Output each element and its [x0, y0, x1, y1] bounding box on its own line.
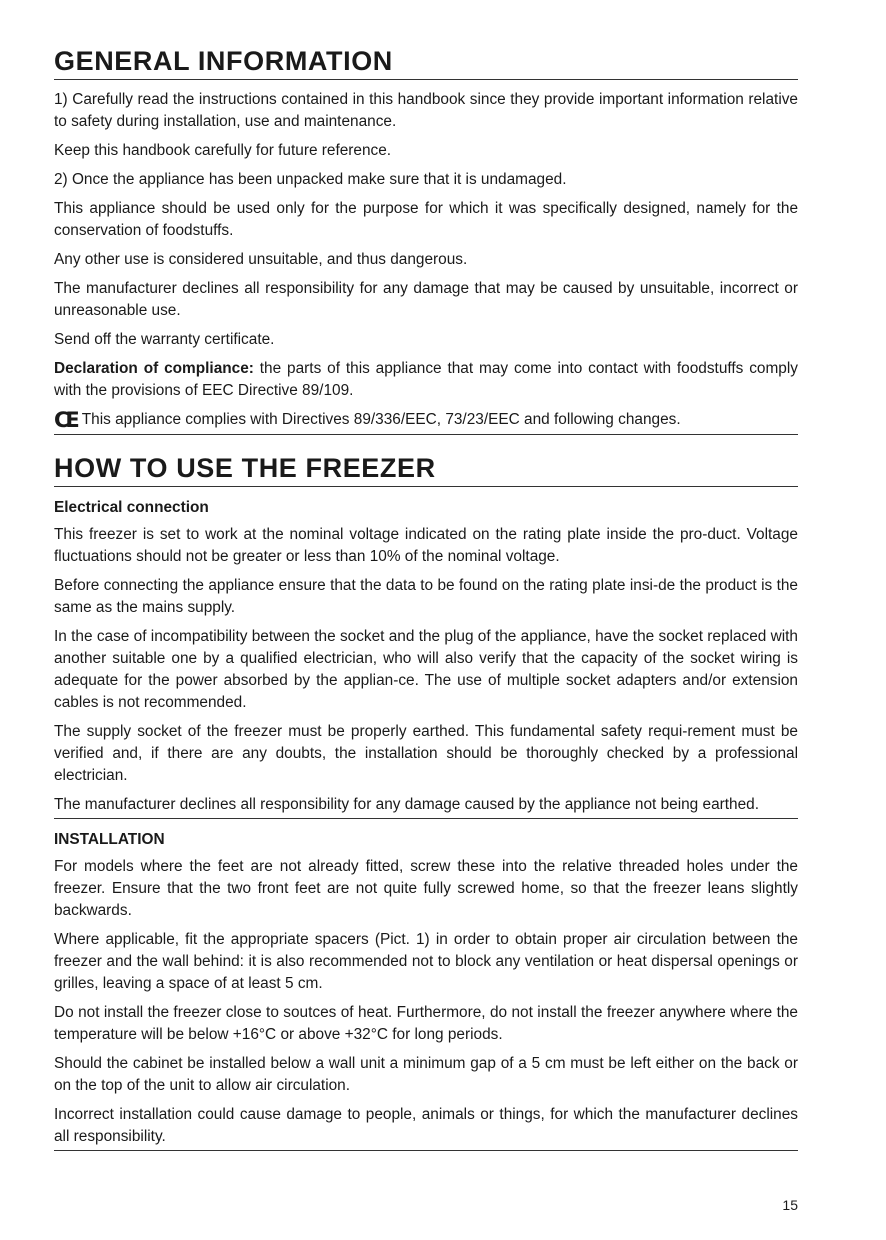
installation-heading: INSTALLATION [54, 831, 165, 848]
paragraph-incorrect-installation: Incorrect installation could cause damage to people, animals or things, for which the manufacturer declines all responsibility. [54, 1104, 798, 1151]
paragraph-heat-sources: Do not install the freezer close to soutces of heat. Furthermore, do not install the freezer anywhere where the temperature will be below +16°C or above +32°C for long periods. [54, 1004, 798, 1043]
paragraph-spacers: Where applicable, fit the appropriate spacers (Pict. 1) in order to obtain proper air circulation between the freezer and the wall behind: it is also recommended not to block any ventilation or heat dispersal openings or grilles, leaving a space of at least 5 cm. [54, 931, 798, 992]
declaration-label: Declaration of compliance: [54, 360, 254, 377]
paragraph-declaration [54, 358, 798, 402]
paragraph-check-undamaged: 2) Once the appliance has been unpacked make sure that it is undamaged. [54, 171, 567, 188]
how-to-use-heading: HOW TO USE THE FREEZER [54, 451, 798, 487]
paragraph-feet: For models where the feet are not already fitted, screw these into the relative threaded holes under the freezer. Ensure that the two front feet are not quite fully screwed home, so that the freezer leans slightly backwards. [54, 858, 798, 919]
paragraph-nominal-voltage: This freezer is set to work at the nominal voltage indicated on the rating plate inside the pro-duct. Voltage fluctuations should not be greater or less than 10% of the nominal voltage. [54, 526, 798, 565]
paragraph-read-instructions: 1) Carefully read the instructions contained in this handbook since they provide important information relative to safety during installation, use and maintenance. [54, 91, 798, 130]
ce-compliance-line [54, 409, 798, 435]
paragraph-earthing-responsibility: The manufacturer declines all responsibility for any damage caused by the appliance not being earthed. [54, 794, 798, 819]
paragraph-earthing: The supply socket of the freezer must be properly earthed. This fundamental safety requi-rement must be verified and, if there are any doubts, the installation should be thoroughly checked by a professional electrician. [54, 723, 798, 784]
general-information-section [54, 80, 798, 435]
paragraph-rating-plate: Before connecting the appliance ensure that the data to be found on the rating plate insi-de the product is the same as the mains supply. [54, 577, 798, 616]
page-number: 15 [782, 1197, 798, 1213]
manual-page [54, 44, 798, 1151]
paragraph-warranty: Send off the warranty certificate. [54, 331, 275, 348]
ce-compliance-text: This appliance complies with Directives 89/336/EEC, 73/23/EEC and following changes. [81, 411, 681, 428]
paragraph-other-use: Any other use is considered unsuitable, and thus dangerous. [54, 251, 468, 268]
electrical-connection-section [54, 497, 798, 819]
declaration-text: the parts of this appliance that may come into contact with foodstuffs comply with the provisions of EEC Directive 89/109. [54, 360, 798, 399]
paragraph-wall-unit-gap: Should the cabinet be installed below a wall unit a minimum gap of a 5 cm must be left either on the back or on the top of the unit to allow air circulation. [54, 1055, 798, 1094]
electrical-connection-heading: Electrical connection [54, 499, 209, 516]
paragraph-intended-use: This appliance should be used only for the purpose for which it was specifically designed, namely for the conservation of foodstuffs. [54, 200, 798, 239]
paragraph-keep-handbook: Keep this handbook carefully for future reference. [54, 142, 392, 159]
general-information-heading: GENERAL INFORMATION [54, 44, 798, 80]
installation-section [54, 829, 798, 1151]
paragraph-manufacturer-responsibility: The manufacturer declines all responsibility for any damage that may be caused by unsuitable, incorrect or unreasonable use. [54, 280, 798, 319]
paragraph-socket-incompatibility: In the case of incompatibility between the socket and the plug of the appliance, have the socket replaced with another suitable one by a qualified electrician, who will also verify that the capacity of the socket wiring is adequate for the power absorbed by the applian-ce. The use of multiple socket adapters and/or extension cables is not recommended. [54, 628, 798, 711]
ce-mark-icon: CE [54, 408, 76, 432]
